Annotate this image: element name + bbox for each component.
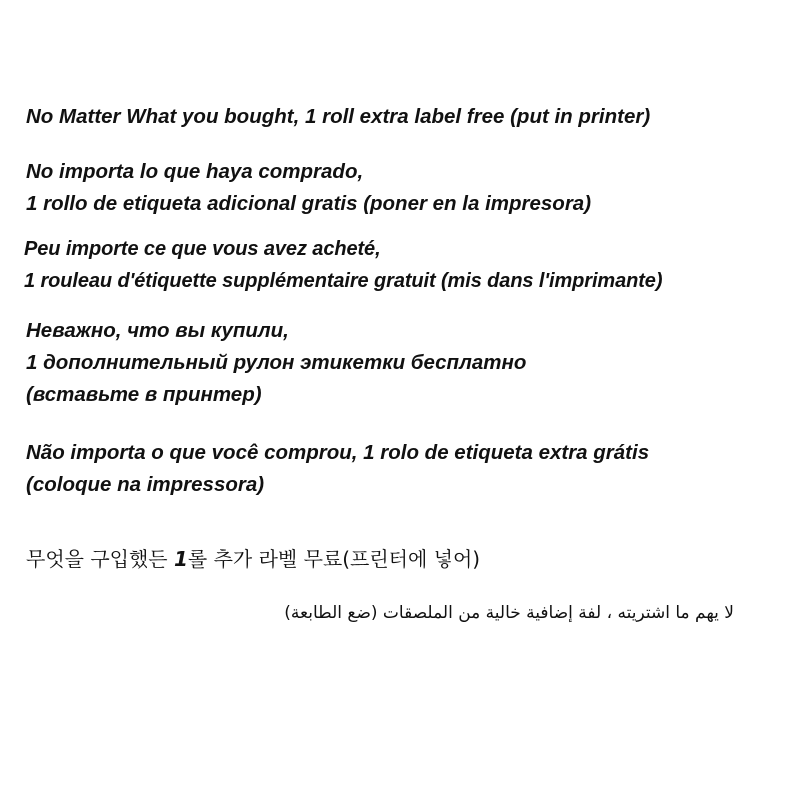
french-line-1: Peu importe ce que vous avez acheté, bbox=[24, 238, 381, 260]
spanish-line-1: No importa lo que haya comprado, bbox=[26, 160, 364, 183]
paragraph-russian bbox=[26, 315, 526, 411]
russian-line-1: Неважно, что вы купили, bbox=[26, 319, 289, 342]
paragraph-english bbox=[26, 101, 650, 133]
paragraph-portuguese bbox=[26, 437, 649, 501]
portuguese-line-1: Não importa o que você comprou, 1 rolo de etiqueta extra grátis bbox=[26, 441, 650, 464]
spanish-line-2: 1 rollo de etiqueta adicional gratis (poner en la impresora) bbox=[26, 192, 592, 215]
paragraph-french bbox=[24, 233, 662, 297]
paragraph-arabic bbox=[26, 597, 734, 629]
korean-prefix: 무엇을 구입했든 bbox=[26, 547, 174, 571]
english-line-1: No Matter What you bought, 1 roll extra label free (put in printer) bbox=[26, 105, 651, 128]
korean-number: 1 bbox=[173, 547, 188, 571]
arabic-line-1: لا يهم ما اشتريته ، لفة إضافية خالية من الملصقات (ضع الطابعة) bbox=[284, 603, 734, 623]
paragraph-korean bbox=[26, 543, 480, 575]
portuguese-line-2: (coloque na impressora) bbox=[26, 473, 265, 496]
paragraph-spanish bbox=[26, 156, 591, 220]
french-line-2: 1 rouleau d'étiquette supplémentaire gratuit (mis dans l'imprimante) bbox=[24, 270, 663, 292]
korean-suffix: 롤 추가 라벨 무료(프린터에 넣어) bbox=[187, 547, 481, 571]
russian-line-2: 1 дополнительный рулон этикетки бесплатно bbox=[26, 351, 527, 374]
russian-line-3: (вставьте в принтер) bbox=[26, 383, 262, 406]
